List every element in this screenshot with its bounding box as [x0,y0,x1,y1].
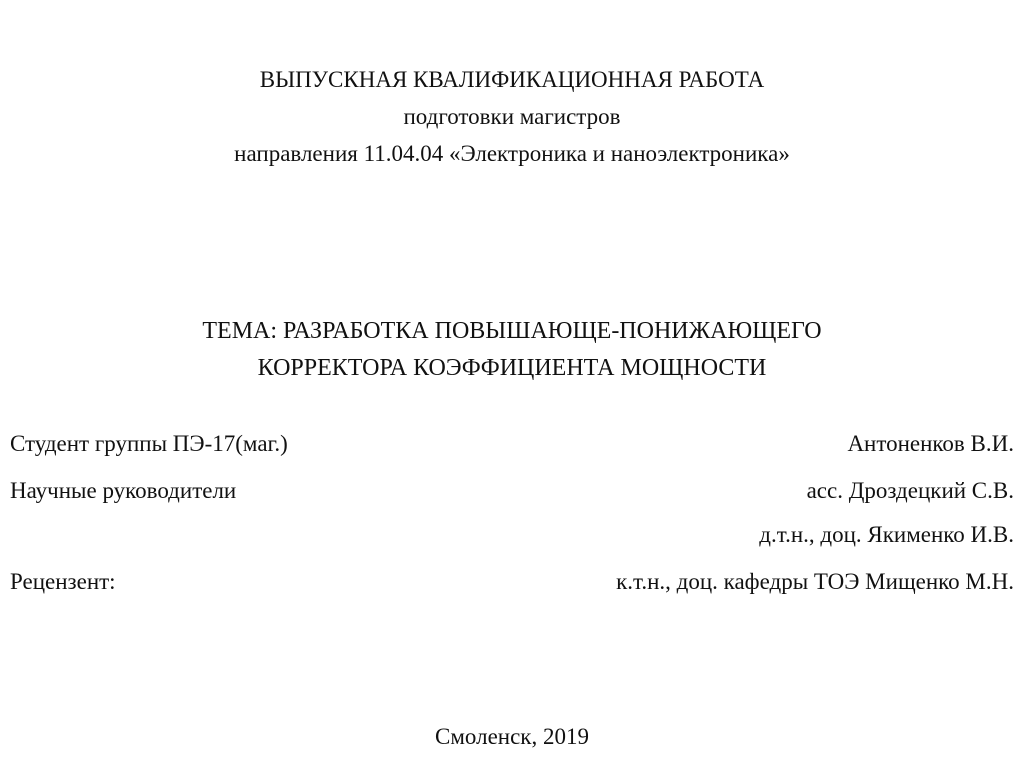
document-title: ВЫПУСКНАЯ КВАЛИФИКАЦИОННАЯ РАБОТА [259,67,765,92]
supervisors-row [10,478,1014,504]
supervisor-2-name: д.т.н., доц. Якименко И.В. [759,522,1014,547]
topic-line-2: КОРРЕКТОРА КОЭФФИЦИЕНТА МОЩНОСТИ [257,355,767,381]
supervisors-label: Научные руководители [10,478,237,503]
student-label: Студент группы ПЭ-17(маг.) [10,431,288,456]
reviewer-row [10,569,1014,595]
place-year: Смоленск, 2019 [435,724,589,749]
supervisor-1-name: асс. Дроздецкий С.В. [806,478,1014,503]
reviewer-name: к.т.н., доц. кафедры ТОЭ Мищенко М.Н. [616,569,1014,594]
specialty-line: направления 11.04.04 «Электроника и наноэлектроника» [234,141,790,166]
reviewer-label: Рецензент: [10,569,116,594]
degree-level-line: подготовки магистров [403,104,621,129]
student-row [10,431,1014,457]
student-name: Антоненков В.И. [847,431,1014,456]
topic-line-1: ТЕМА: РАЗРАБОТКА ПОВЫШАЮЩЕ-ПОНИЖАЮЩЕГО [202,318,822,344]
supervisor-2-row [10,522,1014,548]
